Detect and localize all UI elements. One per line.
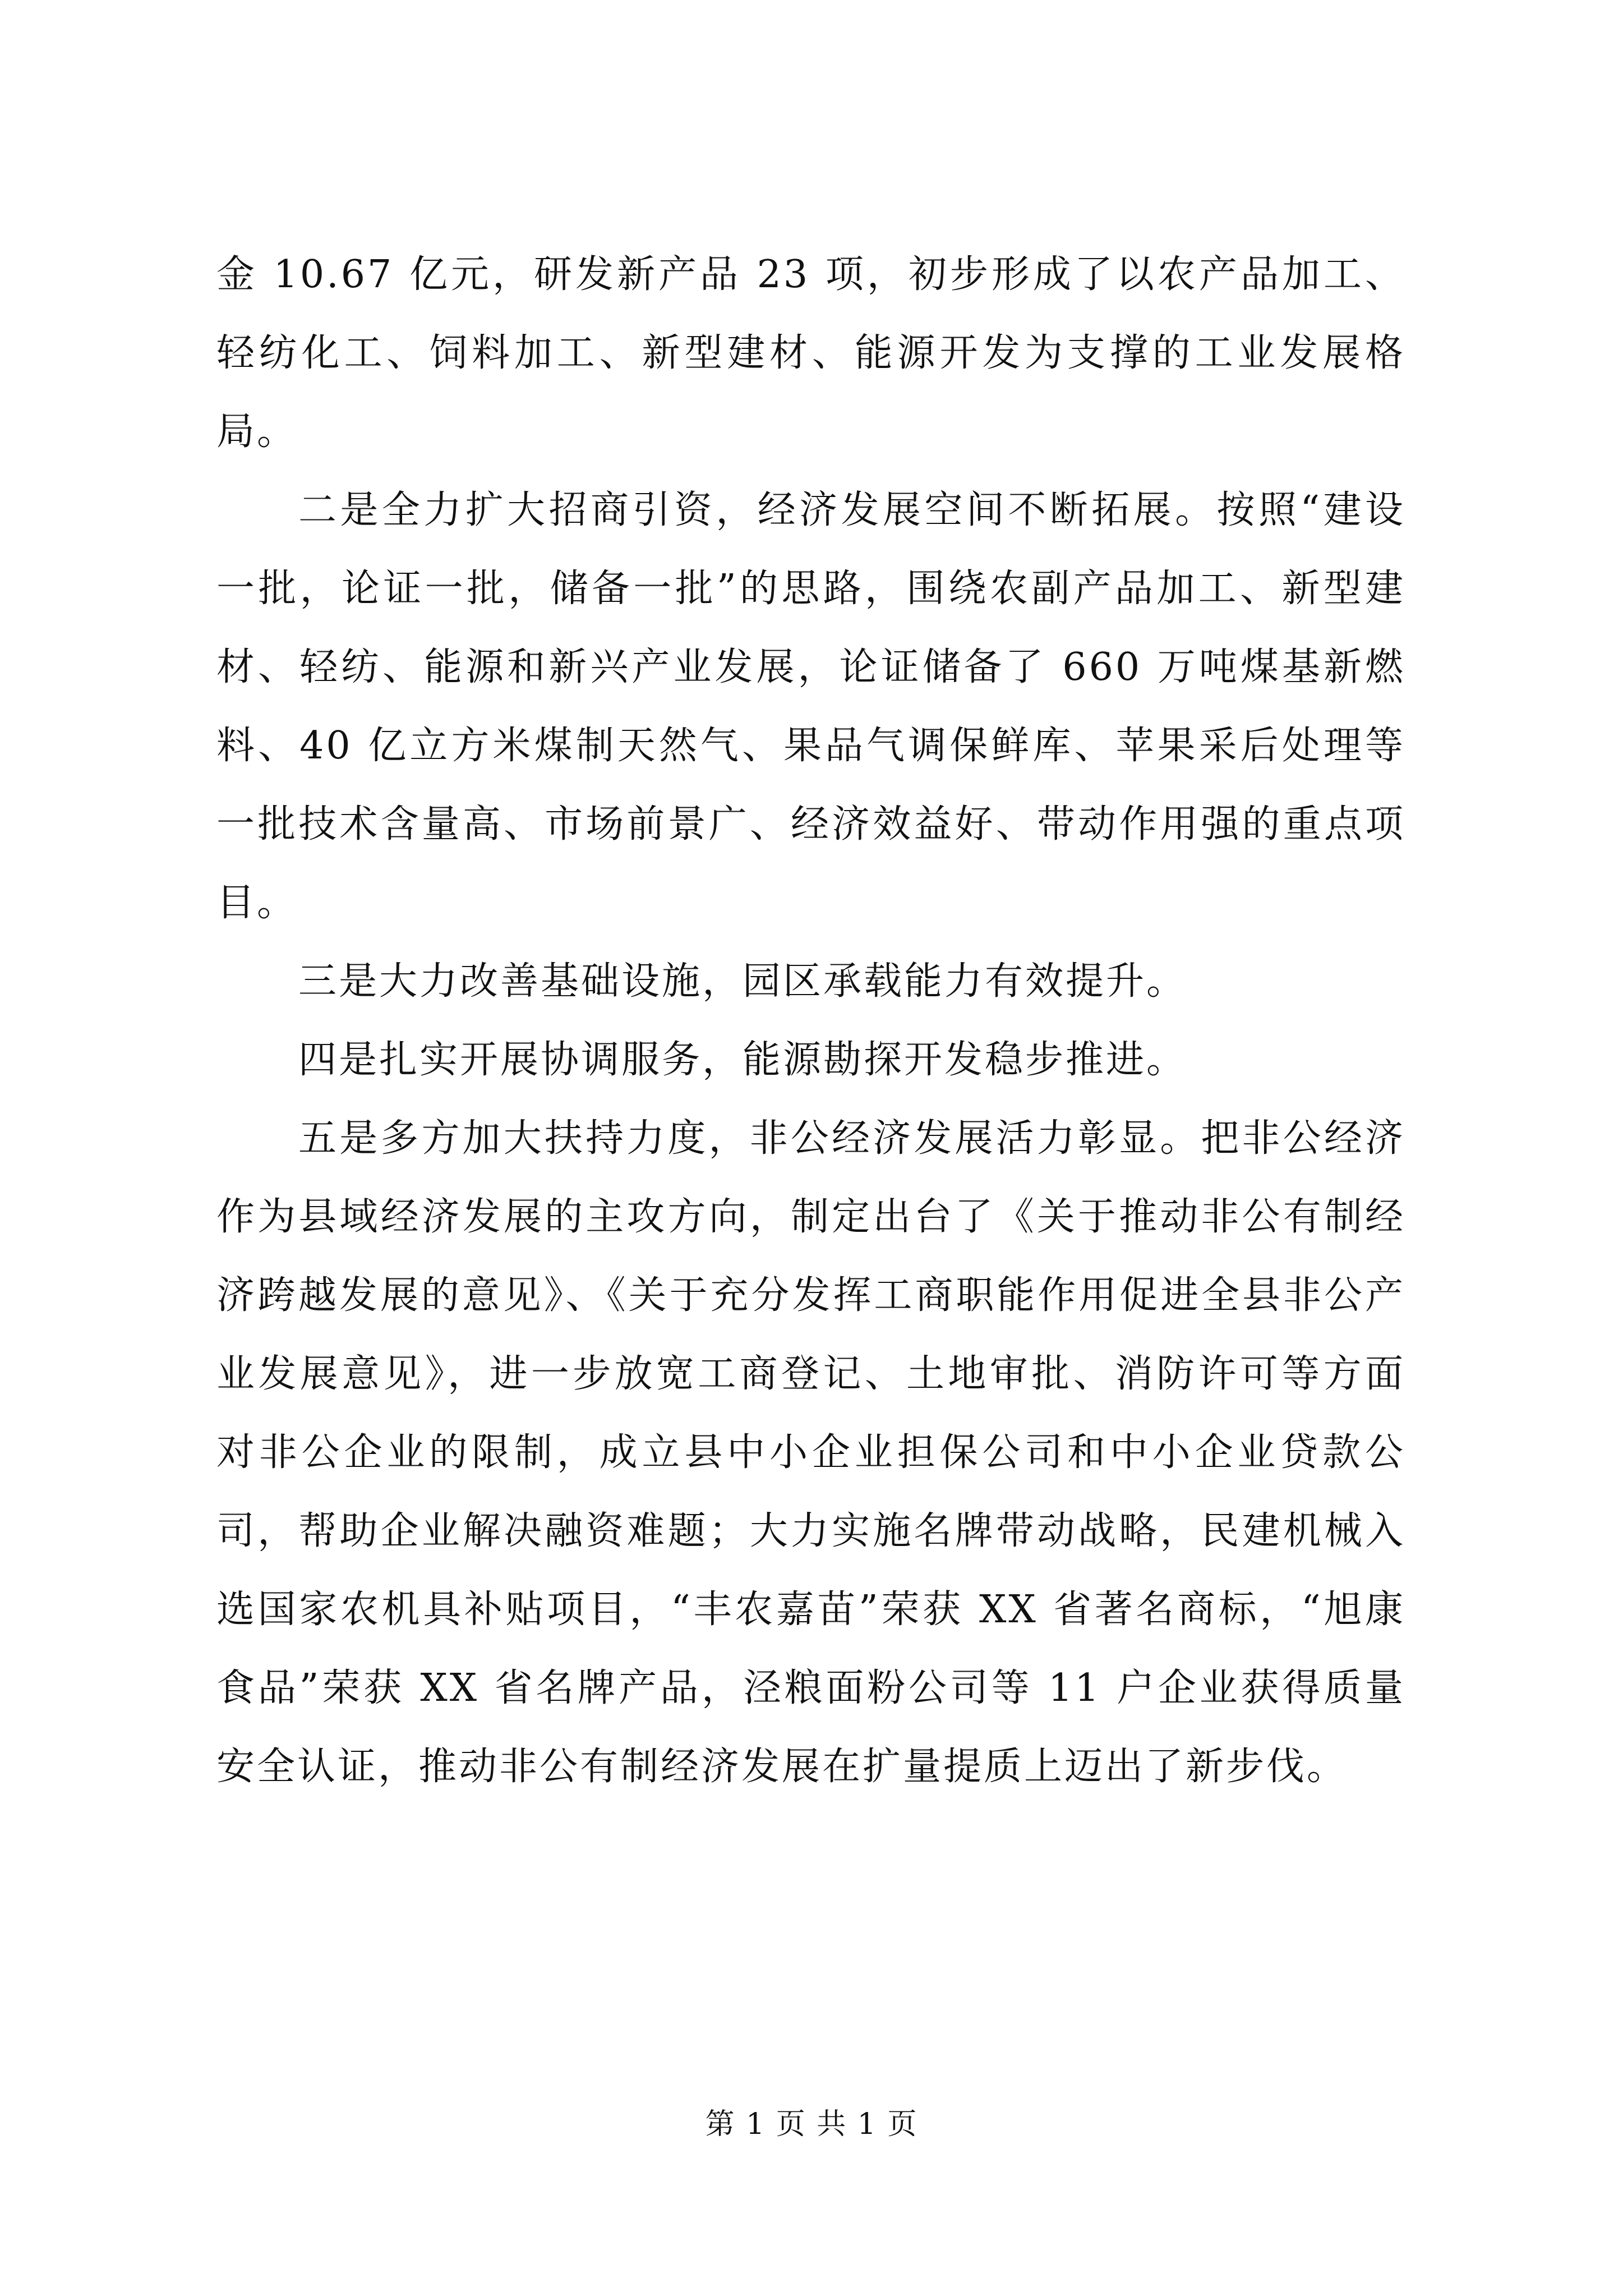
- page-number-footer: 第 1 页 共 1 页: [705, 2108, 918, 2141]
- paragraph-1: 金 10.67 亿元，研发新产品 23 项，初步形成了以农产品加工、轻纺化工、饲料加工、新型建材、能源开发为支撑的工业发展格局。: [216, 252, 1405, 454]
- paragraph-4: 四是扎实开展协调服务，能源勘探开发稳步推进。: [298, 1038, 1187, 1082]
- paragraph-5: 五是多方加大扶持力度，非公经济发展活力彰显。把非公经济作为县域经济发展的主攻方向，制定出台了《关于推动非公有制经济跨越发展的意见》、《关于充分发挥工商职能作用促进全县非公产业发展意见》，进一步放宽工商登记、土地审批、消防许可等方面对非公企业的限制，成立县中小企业担保公司和中小企业贷款公司，帮助企业解决融资难题；大力实施名牌带动战略，民建机械入选国家农机具补贴项目，“丰农嘉苗”荣获 XX 省著名商标，“旭康食品”荣获 XX 省名牌产品，泾粮面粉公司等 11 户企业获得质量安全认证，推动非公有制经济发展在扩量提质上迈出了新步伐。: [216, 1116, 1405, 1789]
- paragraph-3: 三是大力改善基础设施，园区承载能力有效提升。: [298, 959, 1187, 1004]
- paragraph-2: 二是全力扩大招商引资，经济发展空间不断拓展。按照“建设一批，论证一批，储备一批”的思路，围绕农副产品加工、新型建材、轻纺、能源和新兴产业发展，论证储备了 660 万吨煤基新燃料、40 亿立方米煤制天然气、果品气调保鲜库、苹果采后处理等一批技术含量高、市场前景广、经济效益好、带动作用强的重点项目。: [216, 488, 1405, 925]
- document-body: [216, 236, 1405, 1806]
